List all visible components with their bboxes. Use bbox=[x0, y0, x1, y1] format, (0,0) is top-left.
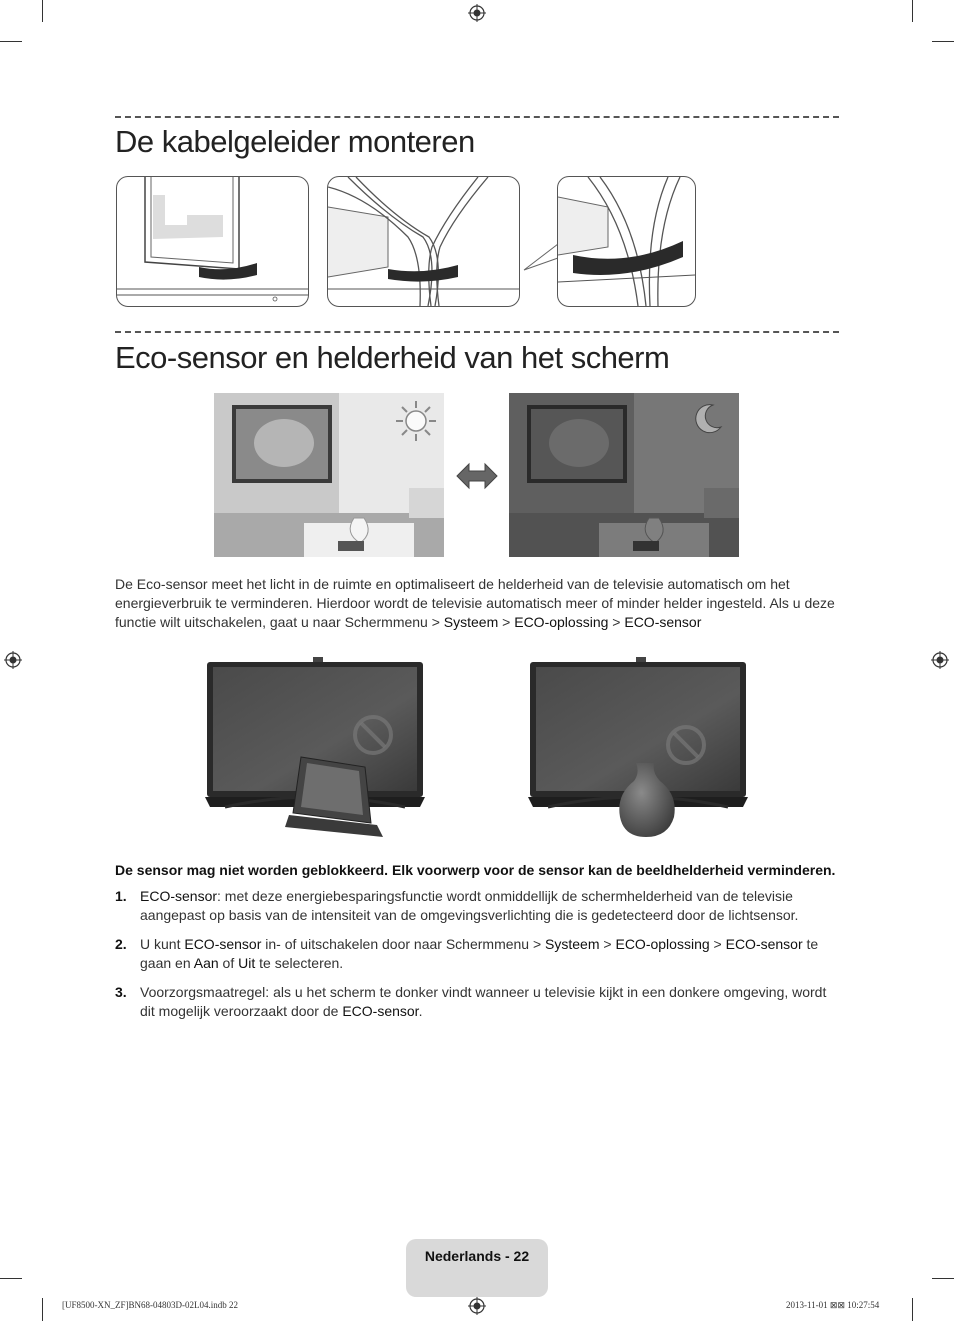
menu-path-systeem: Systeem bbox=[443, 614, 499, 630]
sun-icon bbox=[394, 399, 438, 443]
menu-path-separator: > bbox=[498, 614, 515, 630]
print-slug-left: [UF8500-XN_ZF]BN68-04803D-02L04.indb 22 bbox=[62, 1300, 238, 1310]
registration-mark-icon bbox=[4, 651, 22, 669]
eco-sensor-description bbox=[115, 575, 840, 632]
callout-pointer bbox=[520, 240, 560, 280]
list-item-body: > bbox=[599, 936, 616, 952]
keyword-eco-oplossing: ECO-oplossing bbox=[615, 936, 710, 952]
registration-mark-icon bbox=[931, 651, 949, 669]
crop-mark bbox=[932, 41, 954, 42]
crop-mark bbox=[932, 1278, 954, 1279]
print-slug-right: 2013-11-01 ⊠⊠ 10:27:54 bbox=[786, 1300, 880, 1310]
page-number-tab bbox=[406, 1239, 548, 1297]
section-title-eco-sensor: Eco-sensor en helderheid van het scherm bbox=[115, 340, 670, 375]
keyword-eco-sensor: ECO-sensor bbox=[725, 936, 803, 952]
list-item-text bbox=[140, 935, 840, 973]
list-item-text bbox=[140, 983, 840, 1021]
list-item-body: of bbox=[218, 955, 239, 971]
crop-mark bbox=[0, 41, 22, 42]
section-divider bbox=[115, 116, 839, 118]
section-divider bbox=[115, 331, 839, 333]
registration-mark-icon bbox=[468, 1297, 486, 1315]
keyword-eco-sensor: ECO-sensor bbox=[140, 888, 218, 904]
list-item-body: . bbox=[418, 1003, 423, 1019]
list-item-number: 1. bbox=[115, 888, 127, 904]
crop-mark bbox=[0, 1278, 22, 1279]
list-item bbox=[115, 983, 840, 1023]
list-item bbox=[115, 935, 840, 975]
double-arrow-icon bbox=[455, 462, 499, 490]
keyword-eco-sensor: ECO-sensor bbox=[342, 1003, 419, 1019]
section-title-cable-guide: De kabelgeleider monteren bbox=[115, 124, 475, 159]
menu-path-eco-sensor: ECO-sensor bbox=[624, 614, 702, 630]
tv-blocked-by-vase-illustration bbox=[528, 655, 753, 840]
page-label: Nederlands - 22 bbox=[424, 1248, 530, 1264]
cable-guide-step-2-illustration bbox=[327, 176, 520, 307]
cable-guide-step-1-illustration bbox=[116, 176, 309, 307]
menu-path-separator: > bbox=[608, 614, 625, 630]
list-item-body: te gaan en bbox=[140, 936, 819, 971]
bright-room-photo bbox=[214, 393, 444, 557]
cable-guide-step-3-illustration bbox=[557, 176, 696, 307]
list-item-body: : met deze energiebesparingsfunctie wordt onmiddellijk de schermhelderheid van de televisie aangepast op basis van de intensiteit van de omgevingsverlichting die is gedetecteerd door de lichtsensor. bbox=[140, 888, 799, 923]
sensor-warning: De sensor mag niet worden geblokkeerd. Elk voorwerp voor de sensor kan de beeldhelderheid verminderen. bbox=[115, 862, 836, 878]
keyword-systeem: Systeem bbox=[545, 936, 600, 952]
list-item-number: 3. bbox=[115, 984, 127, 1000]
list-item-body: in- of uitschakelen door naar Schermmenu > bbox=[261, 936, 546, 952]
dark-room-photo bbox=[509, 393, 739, 557]
eco-intro-text: De Eco-sensor meet het licht in de ruimte en optimaliseert de helderheid van de televisie automatisch om het energieverbruik te verminderen. Hierdoor wordt de televisie automatisch meer of minder helder ingesteld. Als u deze functie wilt uitschakelen, gaat u naar Schermmenu > bbox=[115, 576, 835, 630]
keyword-eco-sensor: ECO-sensor bbox=[184, 936, 262, 952]
keyword-aan: Aan bbox=[193, 955, 219, 971]
list-item bbox=[115, 887, 840, 927]
crop-mark bbox=[912, 1298, 913, 1321]
list-item-body: U kunt bbox=[140, 936, 185, 952]
list-item-text bbox=[140, 887, 840, 925]
list-item-number: 2. bbox=[115, 936, 127, 952]
list-item-body: Voorzorgsmaatregel: als u het scherm te donker vindt wanneer u televisie kijkt in een donkere omgeving, wordt dit mogelijk veroorzaakt door de bbox=[140, 984, 827, 1019]
crop-mark bbox=[42, 1298, 43, 1321]
list-item-body: te selecteren. bbox=[255, 955, 344, 971]
tv-blocked-by-photo-frame-illustration bbox=[205, 655, 430, 840]
crop-mark bbox=[42, 0, 43, 22]
crop-mark bbox=[912, 0, 913, 22]
keyword-uit: Uit bbox=[238, 955, 256, 971]
menu-path-eco-oplossing: ECO-oplossing bbox=[514, 614, 609, 630]
list-item-body: > bbox=[709, 936, 726, 952]
moon-icon bbox=[689, 401, 725, 437]
registration-mark-icon bbox=[468, 4, 486, 22]
